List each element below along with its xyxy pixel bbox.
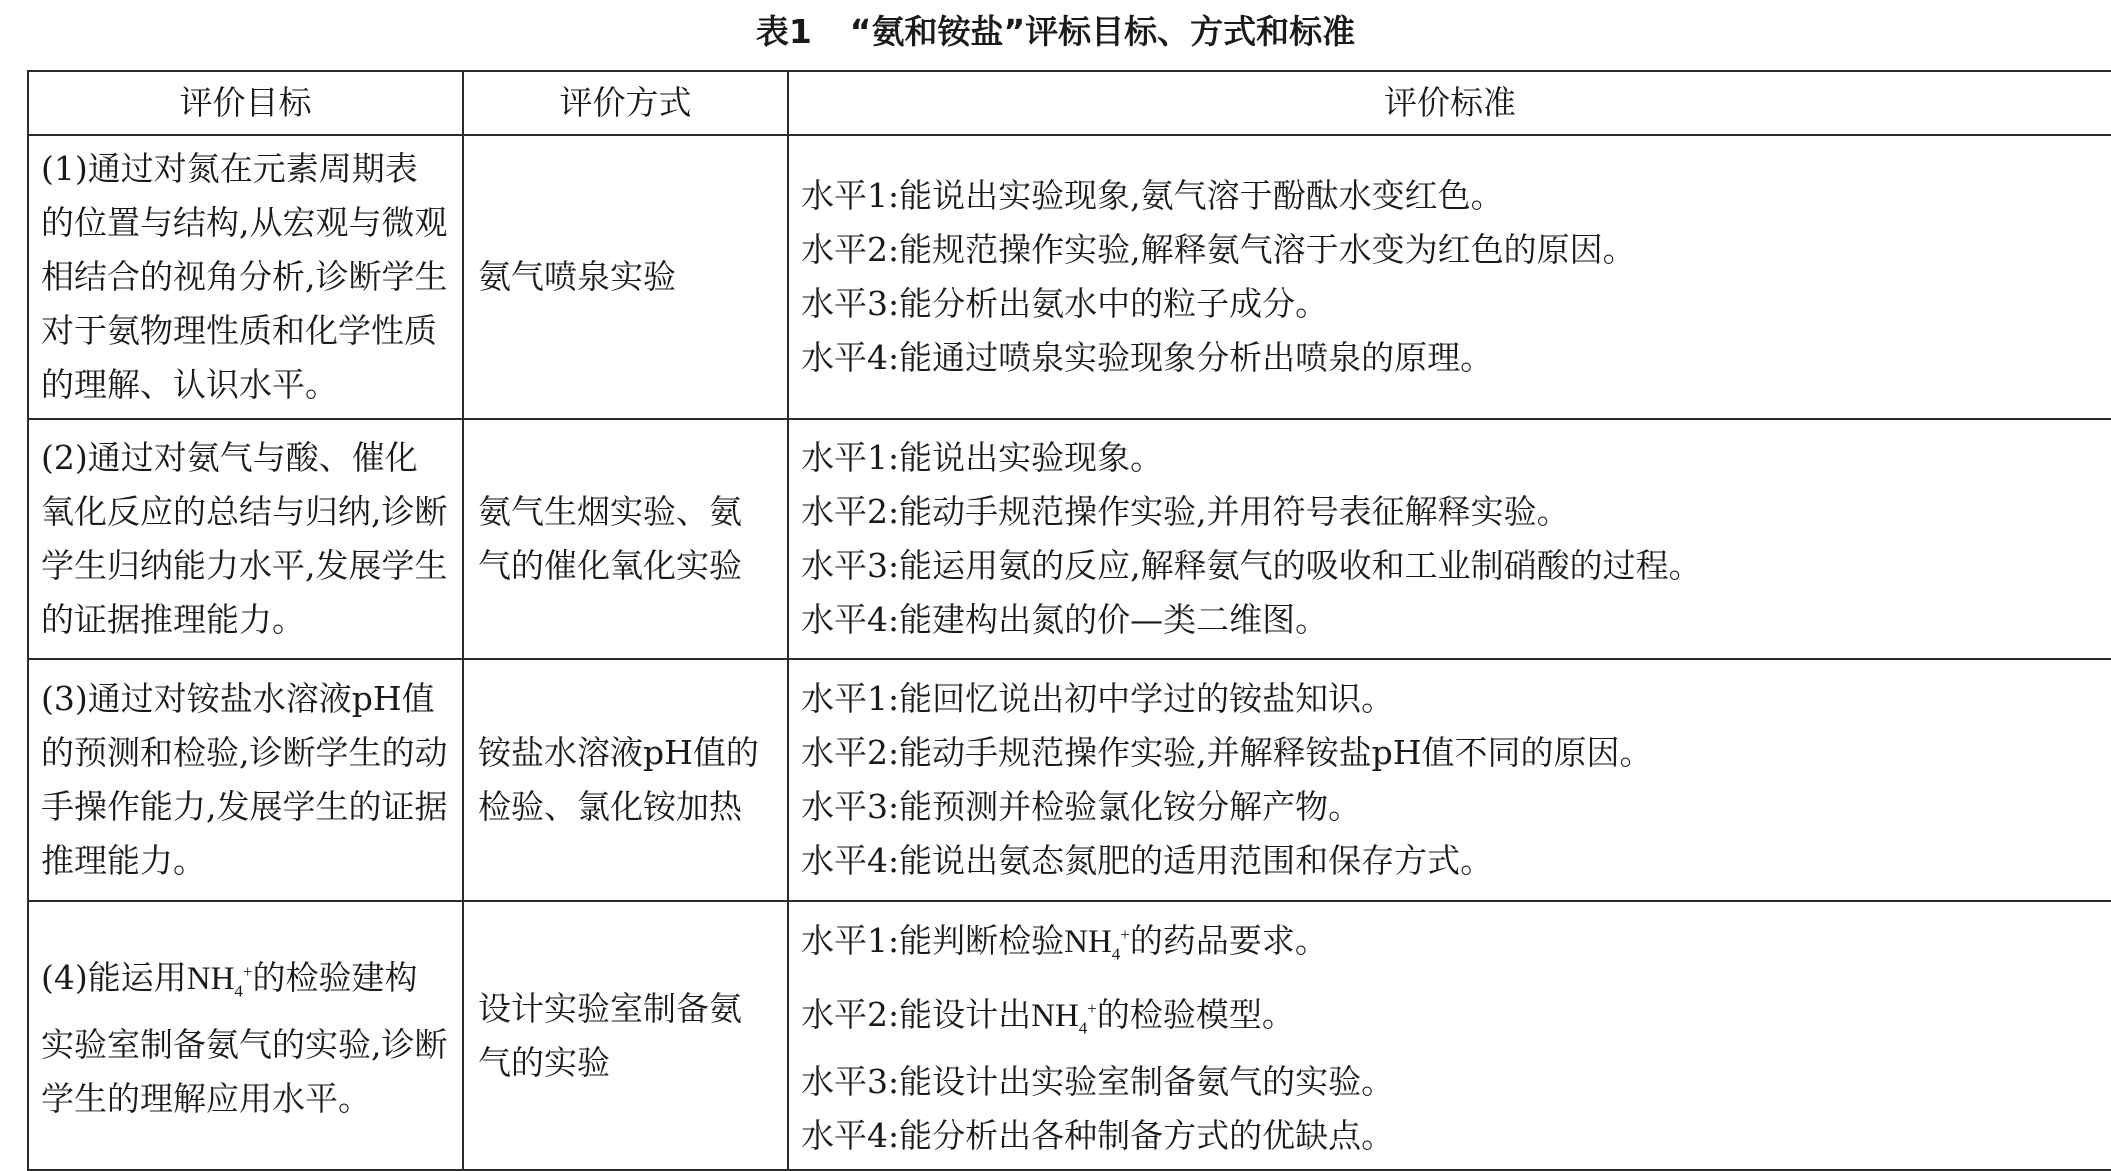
standard-cell [788, 659, 2111, 901]
level-4: 水平4:能建构出氮的价—类二维图。 [801, 600, 1329, 639]
ammonium-ion [186, 960, 253, 1001]
method-cell [463, 135, 788, 419]
goal-text [41, 945, 450, 1127]
ammonium-ion [1031, 997, 1097, 1038]
goal-text: (2)通过对氨气与酸、催化氧化反应的总结与归纳,诊断学生归纳能力水平,发展学生的证据推理能力。 [41, 438, 448, 639]
level-1: 水平1:能回忆说出初中学过的铵盐知识。 [801, 679, 1395, 718]
method-text: 氨气生烟实验、氨气的催化氧化实验 [478, 492, 742, 585]
goal-suffix: 的检验建构实验室制备氨气的实验,诊断学生的理解应用水平。 [41, 957, 448, 1119]
header-row [28, 71, 2111, 135]
table-title: “氨和铵盐”评标目标、方式和标准 [849, 12, 1356, 51]
standard-cell [788, 901, 2111, 1170]
table-row [28, 901, 2111, 1170]
goal-prefix: (4)能运用 [41, 957, 187, 997]
table-caption [0, 4, 2111, 60]
level-4: 水平4:能分析出各种制备方式的优缺点。 [801, 1116, 1395, 1156]
goal-cell [28, 419, 463, 659]
level-suffix: 的检验模型。 [1096, 994, 1295, 1034]
standard-cell [788, 135, 2111, 419]
header-goal: 评价目标 [28, 71, 463, 135]
level-prefix: 水平2:能设计出 [801, 994, 1032, 1034]
ion-sup: + [242, 961, 253, 981]
method-text: 氨气喷泉实验 [478, 257, 676, 296]
method-cell [463, 659, 788, 901]
level-3: 水平3:能运用氨的反应,解释氨气的吸收和工业制硝酸的过程。 [801, 546, 1702, 585]
method-cell [463, 901, 788, 1170]
standard-cell [788, 419, 2111, 659]
evaluation-table [27, 70, 2111, 1171]
ion-base: NH [1031, 997, 1079, 1034]
ion-sub: 4 [1111, 944, 1121, 964]
ion-sub: 4 [1078, 1018, 1088, 1038]
ion-sub: 4 [234, 981, 243, 1001]
table-row [28, 135, 2111, 419]
level-2: 水平2:能动手规范操作实验,并用符号表征解释实验。 [801, 492, 1570, 531]
ion-base: NH [1064, 924, 1112, 960]
goal-cell [28, 901, 463, 1170]
goal-cell [28, 135, 463, 419]
level-4: 水平4:能通过喷泉实验现象分析出喷泉的原理。 [801, 338, 1494, 377]
level-2 [801, 982, 2103, 1056]
ammonium-ion [1064, 924, 1130, 964]
goal-text: (3)通过对铵盐水溶液pH值的预测和检验,诊断学生的动手操作能力,发展学生的证据推理能力。 [41, 679, 448, 880]
ion-sup: + [1087, 998, 1097, 1018]
level-prefix: 水平1:能判断检验 [801, 921, 1065, 960]
table-row [28, 659, 2111, 901]
level-3: 水平3:能设计出实验室制备氨气的实验。 [801, 1062, 1395, 1102]
method-text: 设计实验室制备氨气的实验 [478, 988, 742, 1082]
level-2: 水平2:能动手规范操作实验,并解释铵盐pH值不同的原因。 [801, 733, 1653, 772]
table-row [28, 419, 2111, 659]
level-1: 水平1:能说出实验现象,氨气溶于酚酞水变红色。 [801, 176, 1504, 215]
level-3: 水平3:能预测并检验氯化铵分解产物。 [801, 787, 1362, 826]
level-1: 水平1:能说出实验现象。 [801, 438, 1164, 477]
method-text: 铵盐水溶液pH值的检验、氯化铵加热 [478, 733, 759, 826]
level-suffix: 的药品要求。 [1129, 921, 1328, 960]
level-1 [801, 908, 2103, 982]
level-3: 水平3:能分析出氨水中的粒子成分。 [801, 284, 1329, 323]
ion-sup: + [1120, 925, 1130, 944]
method-cell [463, 419, 788, 659]
ion-base: NH [186, 960, 235, 997]
goal-cell [28, 659, 463, 901]
header-method: 评价方式 [463, 71, 788, 135]
header-standard: 评价标准 [788, 71, 2111, 135]
table-number: 表1 [755, 12, 812, 51]
level-2: 水平2:能规范操作实验,解释氨气溶于水变为红色的原因。 [801, 230, 1636, 269]
goal-text: (1)通过对氮在元素周期表的位置与结构,从宏观与微观相结合的视角分析,诊断学生对于氨物理性质和化学性质的理解、认识水平。 [41, 149, 448, 404]
level-4: 水平4:能说出氨态氮肥的适用范围和保存方式。 [801, 841, 1494, 880]
